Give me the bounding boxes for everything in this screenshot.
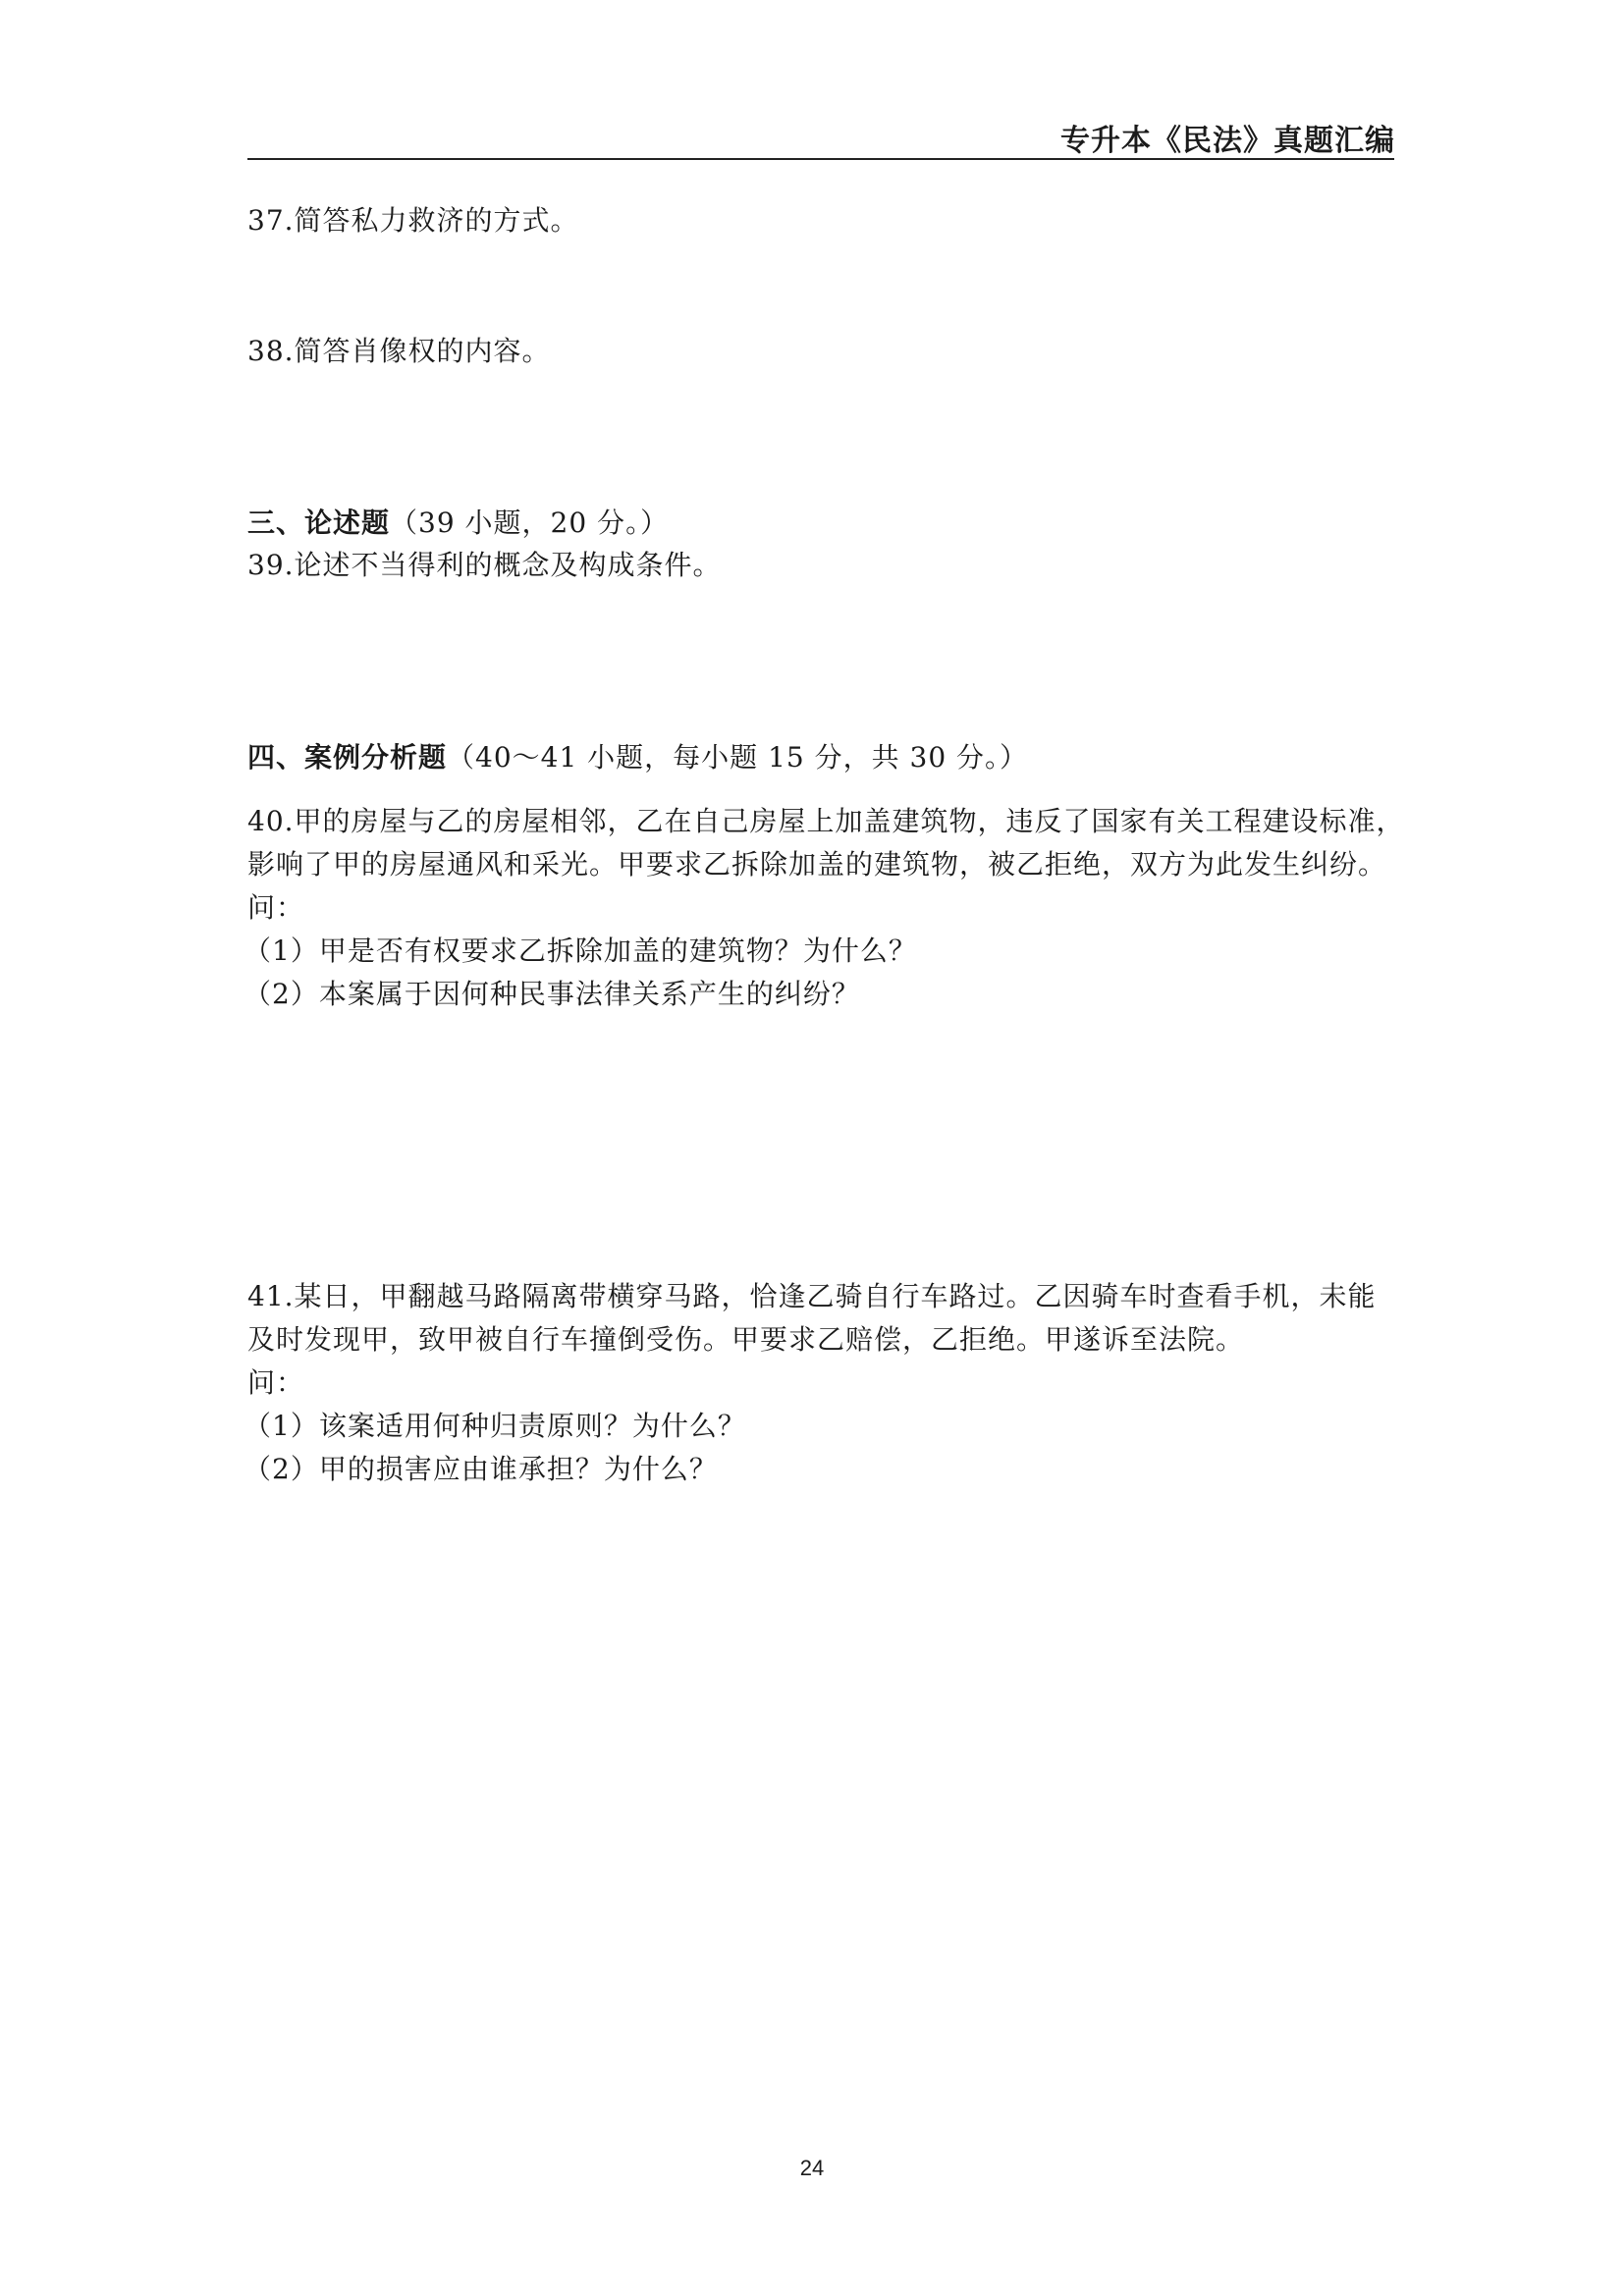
section-3-heading: 三、论述题 (247, 507, 391, 539)
page-header-title: 专升本《民法》真题汇编 (1060, 124, 1395, 158)
question-40-sub-2: （2）本案属于因何种民事法律关系产生的纠纷？ (244, 978, 860, 1010)
question-38: 38.简答肖像权的内容。 (247, 335, 551, 367)
section-4-heading: 四、案例分析题 (247, 741, 448, 774)
question-41-sub-2: （2）甲的损害应由谁承担？为什么？ (244, 1453, 718, 1485)
question-41-sub-1: （1）该案适用何种归责原则？为什么？ (244, 1410, 746, 1442)
page-number: 24 (799, 2156, 825, 2180)
question-41-line-2: 及时发现甲，致甲被自行车撞倒受伤。甲要求乙赔偿，乙拒绝。甲遂诉至法院。 (247, 1323, 1245, 1356)
question-40-ask: 问： (247, 891, 305, 924)
section-4-note: （40～41 小题，每小题 15 分，共 30 分。） (447, 741, 1029, 774)
question-37: 37.简答私力救济的方式。 (247, 204, 579, 237)
header-divider (247, 158, 1394, 160)
question-40-sub-1: （1）甲是否有权要求乙拆除加盖的建筑物？为什么？ (244, 934, 917, 967)
question-41-ask: 问： (247, 1366, 305, 1399)
question-41-line-1: 41.某日，甲翻越马路隔离带横穿马路，恰逢乙骑自行车路过。乙因骑车时查看手机，未能 (247, 1280, 1377, 1312)
section-4-heading-line (247, 738, 1028, 777)
question-40-line-1: 40.甲的房屋与乙的房屋相邻，乙在自己房屋上加盖建筑物，违反了国家有关工程建设标准， (247, 805, 1405, 837)
question-39: 39.论述不当得利的概念及构成条件。 (247, 549, 722, 581)
section-3-heading-line (247, 504, 669, 543)
question-40-line-2: 影响了甲的房屋通风和采光。甲要求乙拆除加盖的建筑物，被乙拒绝，双方为此发生纠纷。 (247, 848, 1387, 881)
section-3-note: （39 小题，20 分。） (390, 507, 670, 539)
